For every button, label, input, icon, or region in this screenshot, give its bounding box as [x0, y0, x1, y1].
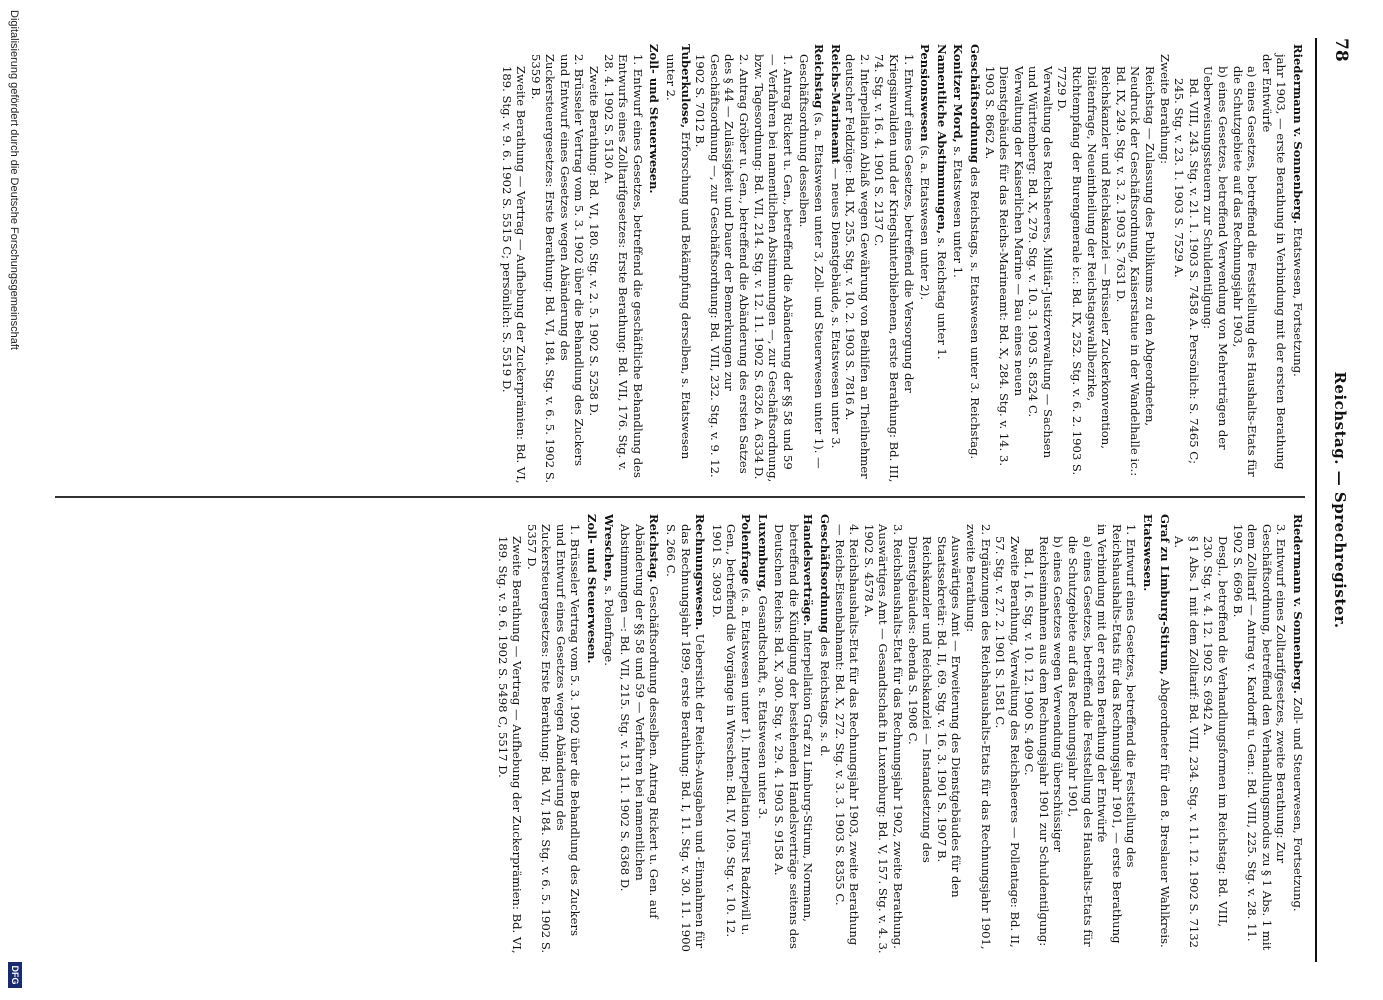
- column-divider: [55, 496, 1305, 498]
- register-subentry: a) eines Gesetzes, betreffend die Feststellung des Haushalts-Etats für die Schutzgebiete auf das Rechnungsjahr 1903,: [1230, 66, 1260, 477]
- register-subentry: Zweite Berathung, Verwaltung des Reichsheeres — Pollentage: Bd. II, 57. Stg. v. 27. 2. 1901 S. 1581 C.: [993, 536, 1022, 948]
- entry-heading: Reichstag.: [647, 514, 662, 583]
- register-subentry: 1. Entwurf eines Gesetzes, betreffend die Versorgung der Kriegsinvaliden und der Kriegshinterbliebenen, erste Berathung: Bd. III, 74. Stg. v. 16. 4. 1901 S. 2137 C.: [872, 54, 916, 483]
- register-entry: [647, 44, 662, 484]
- register-subentry: 1. Antrag Rickert u. Gen., betreffend die Abänderung der §§ 58 und 59 — Verfahren bei namentlichen Abstimmungen —, zur Geschäftsordnung, bzw. Tagesordnung: Bd. VII, 214. Stg. v. 12. 11. 1902 S. 6326 A. 6334 D.: [751, 54, 795, 483]
- entry-text: Etatswesen, Fortsetzung.: [1291, 223, 1305, 377]
- register-subentry: a) eines Gesetzes, betreffend die Feststellung des Haushalts-Etats für die Schutzgebiete auf das Rechnungsjahr 1901,: [1066, 536, 1095, 947]
- register-subentry: b) eines Gesetzes, betreffend Verwendung von Mehrerträgen der Ueberweisungssteuern zur Schuldentilgung:: [1201, 66, 1231, 450]
- entry-heading: Riedermann v. Sonnenberg.: [1291, 514, 1305, 694]
- register-entry: [828, 44, 843, 484]
- register-subentry: Zweite Berathung — Vertrag — Aufhebung der Zuckerprämien: Bd. VI, 189. Stg. v. 9. 6. 1902 S. 5498 C, 5517 D.: [495, 536, 525, 954]
- register-subentry: 2. Antrag Gröber u. Gen., betreffend die Abänderung des ersten Satzes des § 44 — Zulässigkeit und Dauer der Bemerkungen zur Geschäftsordnung —, zur Geschäftsordnung: Bd. VIII, 232. Stg. v. 9. 12. 1902 S. 7012 B.: [693, 54, 752, 478]
- register-entry: [1157, 514, 1172, 954]
- register-subentry: 2. Brüsseler Vertrag vom 5. 3. 1902 über die Behandlung des Zuckers und Entwurf eines Gesetzes wegen Abänderung des Zuckersteuergesetzes: Erste Berathung: Bd. VI, 184. Stg. v. 6. 5. 1902 S. 5359 B.: [528, 54, 587, 484]
- entry-text: Gesandtschaft, s. Etatswesen unter 3.: [755, 591, 770, 819]
- entry-heading: Pensionswesen: [918, 44, 933, 142]
- register-subentry: b) eines Gesetzes wegen Verwendung überschüssiger Reichseinnahmen aus dem Rechnungsjahr 1901 zur Schuldentilgung:: [1036, 536, 1066, 947]
- entry-text: des Reichstags, s. Etatswesen unter 3. Reichstag.: [967, 163, 982, 460]
- entry-heading: Handelsverträge.: [801, 514, 816, 627]
- page-number: 78: [1331, 38, 1351, 62]
- entry-text: s. Etatswesen unter 1.: [951, 142, 966, 278]
- footer-credit: Digitalisierung gefördert durch die Deutsche Forschungsgemeinschaft: [8, 10, 20, 350]
- register-subentry: 1. Entwurf eines Gesetzes, betreffend die Feststellung des Reichshaushalts-Etats für das Rechnungsjahr 1901, — erste Berathung in Verbindung mit der ersten Berathung der Entwürfe: [1095, 524, 1139, 944]
- register-subentry: Bd. VIII, 243. Stg. v. 21. 1. 1903 S. 7458 A. Persönlich: S. 7465 C; 245. Stg. v. 23. 1. 1903 S. 7529 A.: [1172, 78, 1201, 465]
- register-subentry: Verwaltung der Kaiserlichen Marine — Bau eines neuen Dienstgebäudes für das Reichs-Marineamt: Bd. X, 284. Stg. v. 14. 3. 1903 S. 8662 A.: [982, 66, 1026, 467]
- entry-heading: Namentliche Abstimmungen,: [934, 44, 949, 234]
- register-subentry: 3. Reichshaushalts-Etat für das Rechnungsjahr 1902, zweite Berathung. Auswärtiges Amt — Gesandtschaft in Luxemburg: Bd. V, 157. Stg. v. 4. 3. 1902 S. 4578 A.: [861, 524, 905, 954]
- entry-text: Geschäftsordnung desselben. Antrag Rickert u. Gen. auf Abänderung der §§ 58 und 59 — Verfahren bei namentlichen Abstimmungen —: Bd. VII, 215. Stg. v. 13. 11. 1902 S. 6368 D.: [618, 524, 662, 919]
- register-entry: [967, 44, 982, 484]
- left-column: [47, 44, 1305, 484]
- register-subentry: 4. Reichshaushalts-Etat für das Rechnungsjahr 1903, zweite Berathung — Reichs-Eisenbahnamt: Bd. X, 272. Stg. v. 3. 3. 1903 S. 8355 C.: [832, 524, 862, 946]
- entry-heading: Polenfrage: [739, 514, 754, 585]
- register-subentry: Desgl., betreffend die Verhandlungsformen im Reichstag: Bd. VIII, 230. Stg. v. 4. 12. 1902 S. 6942 A.: [1201, 536, 1231, 928]
- register-entry: [1140, 514, 1155, 954]
- register-subentry: Auswärtiges Amt — Erweiterung des Dienstgebäudes für den Staatssekretär: Bd. II, 69. Stg. v. 16. 3. 1901 S. 1907 B.: [934, 536, 964, 898]
- page-header: [1315, 38, 1355, 962]
- register-subentry: 2. Interpellation Ablaß wegen Gewährung von Beihilfen an Theilnehmer deutscher Feldzüge: Bd. IX, 255. Stg. v. 10. 2. 1903 S. 7816 A.: [843, 54, 872, 479]
- entry-text: (s. a. Etatswesen unter 2).: [918, 141, 933, 300]
- entry-heading: Rechnungswesen.: [693, 514, 708, 631]
- entry-text: s. Reichstag unter 1.: [934, 233, 949, 360]
- entry-heading: Luxemburg,: [755, 514, 770, 592]
- entry-heading: Konitzer Mord,: [951, 44, 966, 143]
- entry-text: Abgeordneter für den 8. Breslauer Wahlkreis.: [1157, 674, 1172, 948]
- register-entry: [1290, 514, 1305, 954]
- register-entry: [797, 44, 826, 484]
- entry-heading: Reichstag: [812, 44, 826, 109]
- register-entry: [918, 44, 933, 484]
- register-entry: [1290, 44, 1305, 484]
- entry-heading: Graf zu Limburg-Stirum,: [1157, 514, 1172, 675]
- running-title: Reichstag. — Sprechregister.: [1331, 371, 1349, 629]
- entry-heading: Zoll- und Steuerwesen.: [647, 44, 662, 194]
- register-entry: [663, 514, 707, 954]
- register-entry: [709, 514, 753, 954]
- register-subentry: § 1 Abs. 1 mit dem Zolltarif: Bd. VIII, 234. Stg. v. 11. 12. 1902 S. 7132 A.: [1172, 536, 1201, 948]
- entry-heading: Wreschen,: [601, 514, 616, 582]
- entry-heading: Geschäftsordnung: [967, 44, 982, 164]
- entry-heading: Tuberkulose,: [678, 44, 693, 129]
- register-subentry: 1. Entwurf eines Gesetzes, betreffend die geschäftliche Behandlung des Entwurfs eines Zolltarifgesetzes: Erste Berathung: Bd. VII, 176. Stg. v. 28. 4. 1902 S. 5130 A.: [601, 54, 645, 478]
- entry-heading: Riedermann v. Sonnenberg.: [1291, 44, 1305, 224]
- register-entry: [817, 514, 832, 954]
- register-subentry: 1. Brüsseler Vertrag vom 5. 3. 1902 über die Behandlung des Zuckers und Entwurf eines Gesetzes wegen Abänderung des Zuckersteuergesetzes: Erste Berathung: Bd. VI, 184. Stg. v. 6. 5. 1902 S. 5357 D.: [524, 524, 583, 954]
- entry-heading: Zoll- und Steuerwesen.: [585, 514, 600, 664]
- register-subentry: Bd. I, 16. Stg. v. 10. 12. 1900 S. 409 C.: [1022, 548, 1037, 776]
- register-subentry: Zweite Berathung: Bd. VI, 180. Stg. v. 2. 5. 1902 S. 5258 D.: [587, 66, 602, 417]
- register-entry: [601, 514, 616, 954]
- entry-text: Erforschung und Bekämpfung derselben, s. Etatswesen unter 2.: [664, 54, 693, 460]
- register-subentry: Reichstag — Zulassung des Publikums zu den Abgeordneten, Neudruck der Geschäftsordnung, Kaiserstatue in der Wandelhalle ic.: Bd. IX, 249. Stg. v. 3. 2. 1903 S. 7631 D.: [1113, 66, 1158, 477]
- register-subentry: Reichskanzler und Reichskanzlei — Instandsetzung des Dienstgebäudes: ebenda S. 1908 C.: [905, 536, 935, 863]
- register-subentry: jahr 1903, — erste Berathung in Verbindung mit der ersten Berathung der Entwürfe: [1259, 54, 1289, 470]
- entry-text: (s. a. Etatswesen unter 3, Zoll- und Steuerwesen unter 1). — Geschäftsordnung desselben.: [797, 54, 826, 469]
- entry-text: Interpellation Graf zu Limburg-Stirum, Normann, betreffend die Kündigung der bestehenden Handelsverträge seitens des Deutschen Reichs: Bd. X, 300. Stg. v. 29. 4. 1903 S. 9158 A.: [772, 524, 816, 949]
- register-subentry: Verwaltung des Reichsheeres, Militär-Justizverwaltung — Sachsen und Württemberg: Bd. X, 279. Stg. v. 10. 3. 1903 S. 8524 C.: [1026, 66, 1055, 459]
- entry-text: Zoll- und Steuerwesen, Fortsetzung.: [1291, 693, 1305, 912]
- dfg-logo-icon: DFG: [8, 962, 22, 988]
- register-entry: [951, 44, 966, 484]
- register-entry: [755, 514, 770, 954]
- entry-text: des Reichstags, s. d.: [818, 633, 832, 757]
- register-subentry: 2. Ergänzungen des Reichshaushalts-Etats für das Rechnungsjahr 1901, zweite Berathung:: [963, 524, 993, 950]
- register-entry: [618, 514, 662, 954]
- register-subentry: Zweite Berathung:: [1157, 54, 1172, 164]
- right-column: [47, 514, 1305, 954]
- register-subentry: 3. Entwurf eines Zolltarifgesetzes, zweite Berathung: Zur Geschäftsordnung, betreffend den Verhandlungsmodus zu § 1 Abs. 1 mit dem Zolltarif — Antrag v. Kardorff u. Gen.: Bd. VIII, 225. Stg. v. 28. 11. 1902 S. 6696 B.: [1230, 524, 1289, 951]
- register-entry: [663, 44, 692, 484]
- entry-heading: Geschäftsordnung: [818, 514, 832, 634]
- entry-heading: Reichs-Marineamt: [828, 44, 843, 165]
- entry-text: (s. a. Etatswesen unter 1). Interpellation Fürst Radziwill u. Gen., betreffend die Vorgänge in Wreschen: Bd. IV, 109. Stg. v. 10. 12. 1901 S. 3093 D.: [709, 524, 754, 938]
- entry-text: — neues Dienstgebäude, s. Etatswesen unter 3.: [828, 164, 843, 449]
- register-entry: [934, 44, 949, 484]
- register-entry: [585, 514, 600, 954]
- register-subentry: Zweite Berathung — Vertrag — Aufhebung der Zuckerprämien: Bd. VI, 189. Stg. v. 9. 6. 1902 S. 5515 C; persönlich: S. 5519 D.: [499, 66, 529, 484]
- register-entry: [772, 514, 816, 954]
- register-subentry: Reichskanzler und Reichskanzlei — Brüsseler Zuckerkonvention, Diätenfrage, Neueintheilung der Reichstagswahlbezirke, Richtempfang der Burengenerale ic.: Bd. IX, 252. Stg. v. 6. 2. 1903 S. 7729 D.: [1055, 66, 1114, 476]
- entry-heading: Etatswesen.: [1141, 514, 1156, 592]
- entry-text: s. Polenfrage.: [601, 581, 616, 666]
- entry-text: Uebersicht der Reichs-Ausgaben und -Einnahmen für das Rechnungsjahr 1899, erste Berathung: Bd. I, 11. Stg. v. 30. 11. 1900 S. 266 C.: [664, 524, 708, 952]
